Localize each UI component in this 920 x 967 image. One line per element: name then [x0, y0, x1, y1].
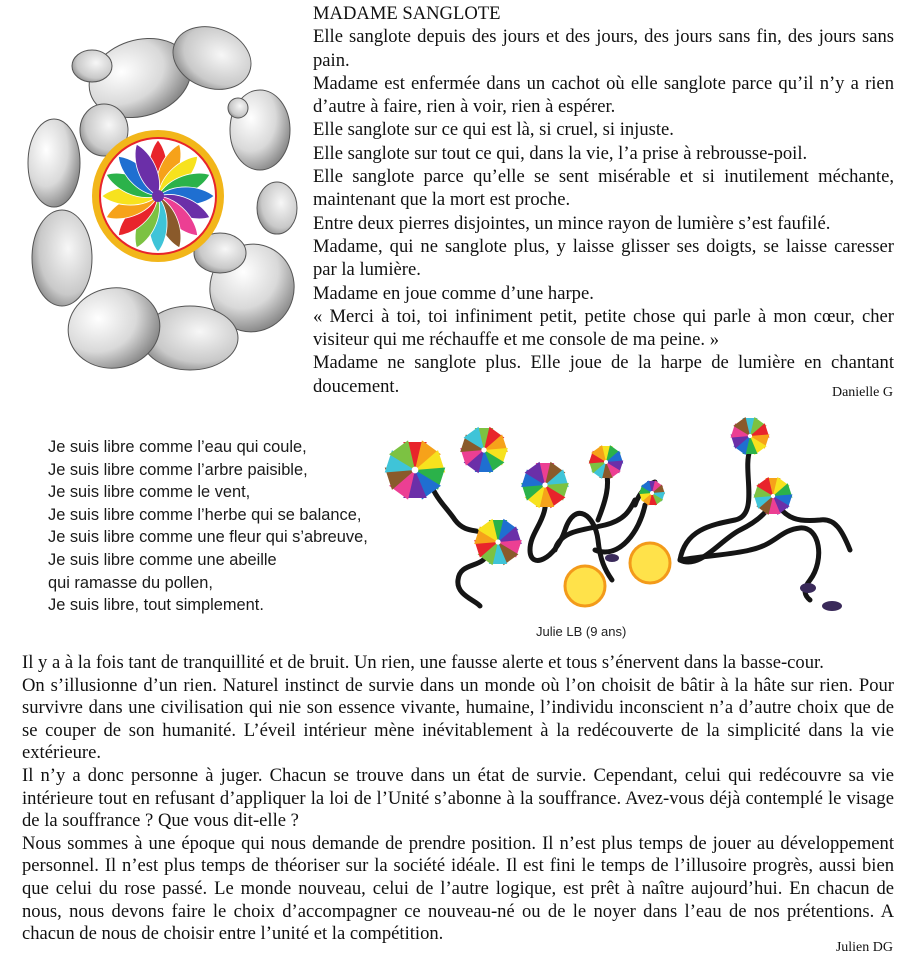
freedom-poem-line: Je suis libre comme une fleur qui s’abreuve,	[48, 528, 368, 547]
poem-paragraph: Elle sanglote sur ce qui est là, si cruel, si injuste.	[313, 119, 674, 141]
poem-paragraph: « Merci à toi, toi infiniment petit, petite chose qui parle à mon cœur, cher visiteur qui me réchauffe et me console de ma peine. »	[313, 305, 894, 351]
poem-paragraph: Elle sanglote sur tout ce qui, dans la vie, l’a prise à rebrousse-poil.	[313, 142, 808, 164]
poem-paragraph: Elle sanglote depuis des jours et des jours, des jours sans fin, des jours sans pain.	[313, 26, 894, 71]
poem-paragraph: Madame est enfermée dans un cachot où elle sanglote parce qu’il n’y a rien d’autre à faire, rien à voir, rien à espérer.	[313, 72, 894, 118]
essay-author: Julien DG	[835, 940, 893, 955]
freedom-poem-line: Je suis libre comme l’arbre paisible,	[48, 460, 308, 479]
flower-head	[460, 427, 508, 473]
flower-head	[754, 477, 793, 515]
poem-author: Danielle G	[831, 385, 893, 400]
freedom-poem-line: qui ramasse du pollen,	[48, 573, 213, 592]
essay-paragraph: On s’illusionne d’un rien. Naturel instinct de survie dans un monde où l’on choisit de bâtir à la hâte sur rien. Pour survivre dans une civilisation qui nie son essence vivante, humaine, l’individu inconscient n’a d’autre choix que de se couper de son humanité. L’éveil intérieur mène inévitablement à la redécouverte de la simplicité dans la vie extérieure.	[22, 674, 894, 764]
essay-paragraph: Il n’y a donc personne à juger. Chacun se trouve dans un état de survie. Cependant, celui qui redécouvre sa vie intérieure tout en refusant d’appliquer la loi de l’Unité s’abonne à la souffrance. Avez-vous déjà contemplé le visage de la souffrance ? Que vous dit-elle ?	[22, 764, 894, 832]
freedom-poem-author: Julie LB (9 ans)	[536, 624, 627, 639]
poem-paragraph: Entre deux pierres disjointes, un mince rayon de lumière s’est faufilé.	[313, 212, 831, 234]
flower-head	[521, 462, 569, 508]
poem-title: MADAME SANGLOTE	[313, 3, 501, 24]
essay-text	[22, 652, 894, 946]
poem-paragraph: Madame en joue comme d’une harpe.	[313, 282, 594, 304]
mandala-illustration	[22, 18, 298, 388]
flower-head	[589, 445, 624, 479]
freedom-poem-line: Je suis libre comme une abeille	[48, 550, 277, 569]
flower-head	[639, 480, 665, 505]
essay-paragraph: Il y a à la fois tant de tranquillité et de bruit. Un rien, une fausse alerte et tous s’énervent dans la basse-cour.	[22, 652, 824, 673]
freedom-poem-line: Je suis libre comme le vent,	[48, 483, 251, 502]
poem-paragraph: Madame, qui ne sanglote plus, y laisse glisser ses doigts, se laisse caresser par la lumière.	[313, 235, 894, 281]
poem-paragraph: Madame ne sanglote plus. Elle joue de la harpe de lumière en chantant doucement.	[313, 352, 894, 397]
freedom-poem-line: Je suis libre, tout simplement.	[48, 596, 264, 615]
flower-head	[731, 417, 770, 455]
freedom-poem-line: Je suis libre comme l’herbe qui se balance,	[48, 505, 362, 524]
freedom-poem	[48, 436, 368, 617]
freedom-poem-line: Je suis libre comme l’eau qui coule,	[48, 438, 307, 456]
poem-madame-sanglote	[313, 2, 894, 398]
flowers-illustration	[380, 410, 900, 620]
essay-paragraph: Nous sommes à une époque qui nous demande de prendre position. Il n’est plus temps de jouer au développement personnel. Il n’est plus temps de théoriser sur la société idéale. Il est fini le temps de l’illusoire progrès, aussi bien que celui du rose passé. Le monde nouveau, celui de l’autre logique, est prêt à naître aujourd’hui. En chacun de nous, nous devons faire le choix d’accompagner ce nouveau-né ou de le noyer dans l’eau de nos prétentions. A chacun de nous de choisir entre l’unité et la compétition.	[22, 832, 894, 945]
poem-paragraph: Elle sanglote parce qu’elle se sent misérable et si inutilement méchante, maintenant que la mort est proche.	[313, 166, 894, 211]
